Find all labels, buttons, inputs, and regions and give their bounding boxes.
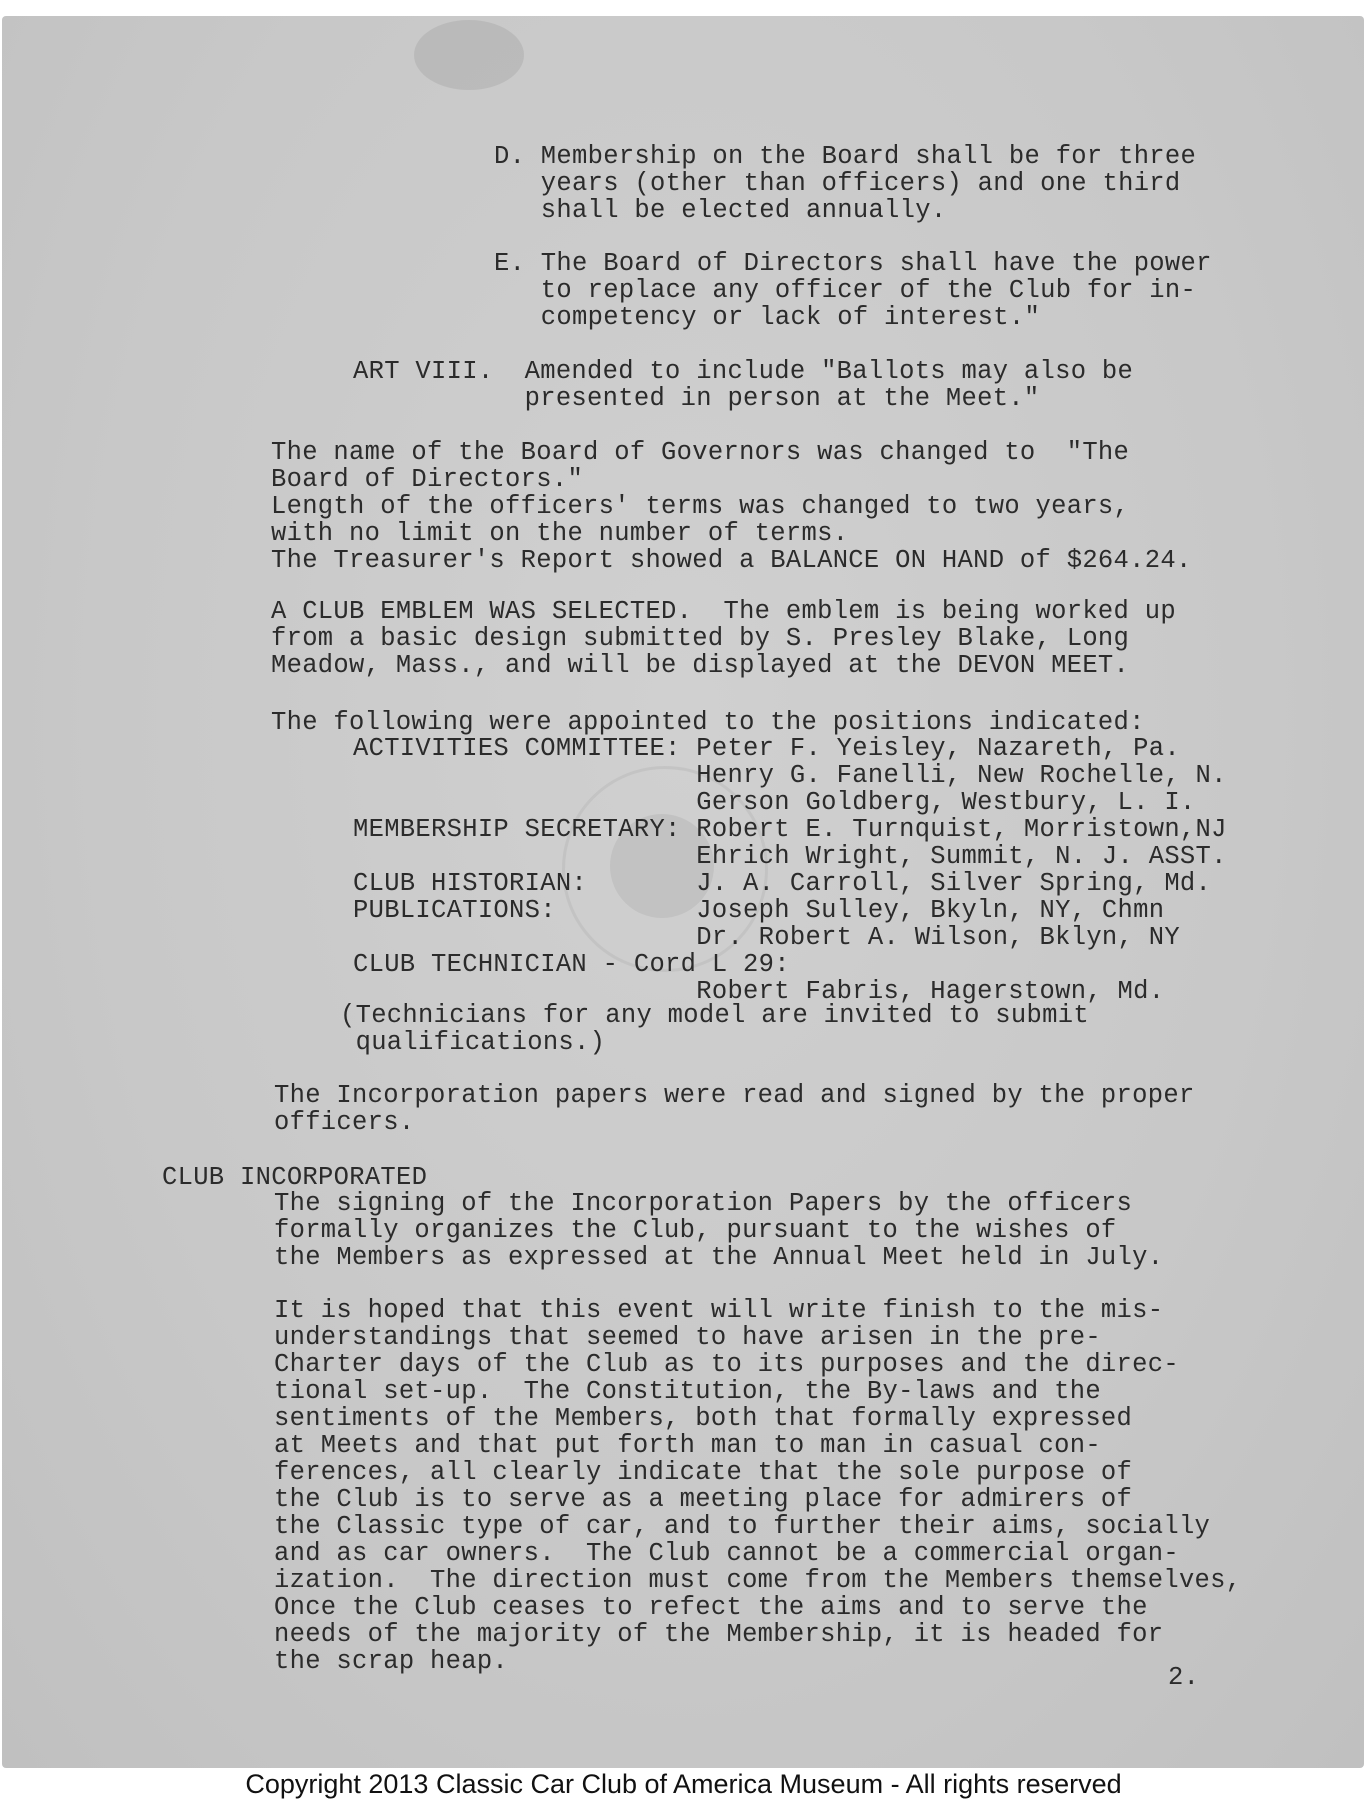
emblem-paragraph: A CLUB EMBLEM WAS SELECTED. The emblem is being worked up from a basic design submitted by S. Presley Blake, Long Meadow, Mass., and will be displayed at the DEVON MEET. — [271, 597, 1176, 680]
appointments-intro: The following were appointed to the positions indicated: — [271, 708, 1145, 737]
page-number: 2. — [1168, 1663, 1200, 1692]
copyright-notice: Copyright 2013 Classic Car Club of America Museum - All rights reserved — [245, 1769, 1122, 1799]
item-e: E. The Board of Directors shall have the power to replace any officer of the Club for in- competency or lack of interest." — [494, 249, 1212, 332]
technicians-note: (Technicians for any model are invited to submit qualifications.) — [340, 1001, 1089, 1057]
club-incorporated-heading: CLUB INCORPORATED — [162, 1163, 428, 1192]
paper-smudge — [414, 20, 524, 90]
board-name-paragraph: The name of the Board of Governors was changed to "The Board of Directors." Length of the officers' terms was changed to two years, with no limit on the number of terms. The Treasurer's Report showed a BALANCE ON HAND of $264.24. — [271, 438, 1192, 575]
club-incorporated-paragraph: The signing of the Incorporation Papers by the officers formally organizes the Club, pursuant to the wishes of the Members as expressed at the Annual Meet held in July. — [274, 1189, 1164, 1272]
item-d: D. Membership on the Board shall be for three years (other than officers) and one third shall be elected annually. — [494, 142, 1197, 225]
appointments-list: ACTIVITIES COMMITTEE: Peter F. Yeisley, Nazareth, Pa. Henry G. Fanelli, New Rochelle, N. Gerson Goldberg, Westbury, L. I. MEMBERSHIP SECRETARY: Robert E. Turnquist, Morristown,NJ Ehrich Wright, Summit, N. J. ASST. CLUB HISTORIAN: J. A. Carroll, Silver Spring, Md. PUBLICATIONS: Joseph Sulley, Bkyln, NY, Chmn Dr. Robert A. Wilson, Bklyn, NY CLUB TECHNICIAN - Cord L 29: Robert Fabris, Hagerstown, Md. — [353, 734, 1227, 1006]
art-viii: ART VIII. Amended to include "Ballots may also be presented in person at the Meet." — [353, 357, 1134, 413]
document-page — [2, 16, 1364, 1768]
incorporation-paragraph: The Incorporation papers were read and signed by the proper officers. — [274, 1081, 1195, 1137]
hope-paragraph: It is hoped that this event will write finish to the mis- understandings that seemed to have arisen in the pre- Charter days of the Club as to its purposes and the direc- tional set-up. The Constitution, the By-laws and the sentiments of the Members, both that formally expressed at Meets and that put forth man to man in casual con- ferences, all clearly indicate that the sole purpose of the Club is to serve as a meeting place for admirers of the Classic type of car, and to further their aims, socially and as car owners. The Club cannot be a commercial organ- ization. The direction must come from the Members themselves, Once the Club ceases to refect the aims and to serve the needs of the majority of the Membership, it is headed for the scrap heap. — [274, 1296, 1242, 1676]
